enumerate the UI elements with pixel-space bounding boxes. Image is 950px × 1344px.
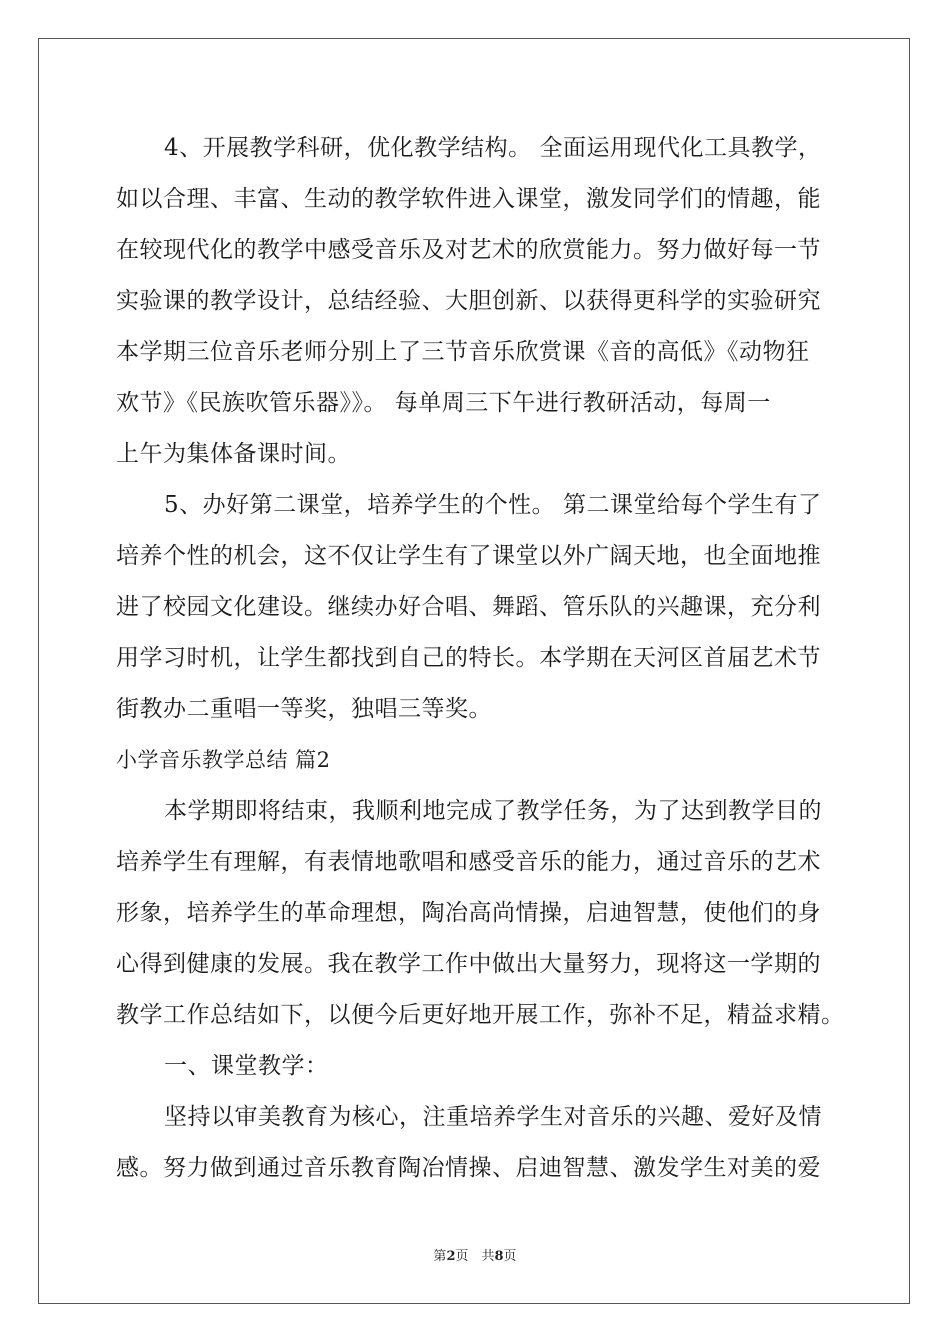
page-prefix: 第 — [433, 1249, 447, 1264]
paragraph-line: 培养学生有理解，有表情地歌唱和感受音乐的能力，通过音乐的艺术 — [116, 849, 821, 875]
paragraph-line: 实验课的教学设计，总结经验、大胆创新、以获得更科学的实验研究 — [116, 288, 821, 314]
paragraph-line: 5、办好第二课堂，培养学生的个性。 第二课堂给每个学生有了 — [164, 492, 822, 518]
paragraph-line: 上午为集体备课时间。 — [116, 441, 351, 467]
paragraph-line: 街教办二重唱一等奖，独唱三等奖。 — [116, 696, 492, 722]
paragraph-line: 培养个性的机会，这不仅让学生有了课堂以外广阔天地，也全面地推 — [116, 543, 821, 569]
paragraph-line: 教学工作总结如下，以便今后更好地开展工作，弥补不足，精益求精。 — [116, 1002, 845, 1028]
paragraph-line: 心得到健康的发展。我在教学工作中做出大量努力，现将这一学期的 — [116, 951, 821, 977]
paragraph-line: 如以合理、丰富、生动的教学软件进入课堂，激发同学们的情趣，能 — [116, 186, 821, 212]
paragraph-line: 本学期即将结束，我顺利地完成了教学任务，为了达到教学目的 — [164, 798, 822, 824]
paragraph-line: 本学期三位音乐老师分别上了三节音乐欣赏课《音的高低》《动物狂 — [116, 339, 810, 365]
page-current-number: 2 — [446, 1249, 456, 1264]
paragraph-line: 坚持以审美教育为核心，注重培养学生对音乐的兴趣、爱好及情 — [164, 1104, 822, 1130]
document-body — [116, 123, 845, 1194]
page-footer — [0, 1245, 950, 1264]
subsection-heading: 一、课堂教学： — [164, 1053, 329, 1079]
paragraph-line: 形象，培养学生的革命理想，陶冶高尚情操，启迪智慧，使他们的身 — [116, 900, 821, 926]
page-total-number: 8 — [494, 1249, 504, 1264]
paragraph-line: 4、开展教学科研，优化教学结构。 全面运用现代化工具教学， — [164, 135, 822, 161]
paragraph-line: 感。努力做到通过音乐教育陶冶情操、启迪智慧、激发学生对美的爱 — [116, 1155, 821, 1181]
paragraph-line: 在较现代化的教学中感受音乐及对艺术的欣赏能力。努力做好每一节 — [116, 237, 821, 263]
section-heading: 小学音乐教学总结 篇2 — [116, 748, 331, 772]
paragraph-line: 进了校园文化建设。继续办好合唱、舞蹈、管乐队的兴趣课，充分利 — [116, 594, 821, 620]
paragraph-line: 用学习时机，让学生都找到自己的特长。本学期在天河区首届艺术节 — [116, 645, 821, 671]
paragraph-line: 欢节》《民族吹管乐器》》。 每单周三下午进行教研活动，每周一 — [116, 390, 771, 416]
page-mid-text: 页 共 — [455, 1249, 495, 1264]
page-suffix: 页 — [503, 1249, 517, 1264]
